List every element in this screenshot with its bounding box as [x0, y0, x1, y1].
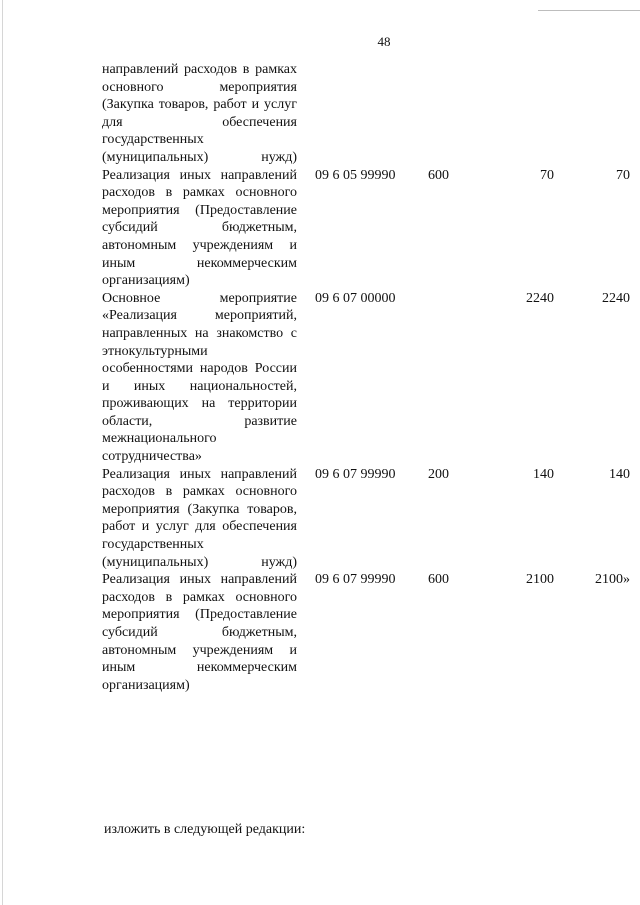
row-expense-type: 600: [428, 167, 449, 183]
row-target-code: 09 6 07 99990: [315, 572, 396, 588]
row-sum-2: [554, 61, 630, 167]
row-target-code: [315, 61, 428, 167]
row-sum-1: 70: [540, 167, 554, 183]
row-target-code: 09 6 05 99990: [315, 167, 396, 183]
budget-table-body: [102, 61, 630, 694]
row-sum-2: 140: [609, 466, 630, 482]
row-expense-type: [428, 290, 490, 466]
row-name: Реализация иных направлений расходов в рамках основного мероприятия (Предоставление субсидий бюджетным, автономным учреждениям и иным некоммерческим организациям): [102, 167, 297, 289]
row-expense-type: [428, 61, 490, 167]
row-expense-type: 200: [428, 466, 449, 482]
page-number: 48: [377, 34, 391, 49]
row-name: Основное мероприятие «Реализация мероприятий, направленных на знакомство с этнокультурными особенностями народов России и иных национальностей, проживающих на территории области, развитие межнационального сотрудничества»: [102, 290, 297, 465]
scan-edge-left: [2, 0, 3, 905]
row-name: направлений расходов в рамках основного мероприятия (Закупка товаров, работ и услуг для обеспечения государственных (муниципальных) нужд): [102, 62, 297, 165]
budget-table: [102, 61, 630, 694]
row-sum-1: 2240: [526, 290, 554, 306]
row-name: Реализация иных направлений расходов в рамках основного мероприятия (Предоставление субсидий бюджетным, автономным учреждениям и иным некоммерческим организациям): [102, 572, 297, 693]
row-target-code: 09 6 07 99990: [315, 466, 396, 482]
row-expense-type: 600: [428, 572, 449, 588]
row-sum-1: [490, 61, 554, 167]
row-name: Реализация иных направлений расходов в рамках основного мероприятия (Закупка товаров, работ и услуг для обеспечения государственных (муниципальных) нужд): [102, 466, 297, 570]
table-row: [102, 167, 630, 290]
scan-edge-top: [538, 10, 640, 11]
table-row: [102, 466, 630, 572]
footer-instruction: изложить в следующей редакции:: [104, 822, 306, 837]
row-sum-2: 2240: [602, 290, 630, 306]
row-target-code: 09 6 07 00000: [315, 290, 396, 306]
row-sum-1: 2100: [526, 572, 554, 588]
row-sum-2: 70: [616, 167, 630, 183]
row-sum-2: 2100»: [595, 572, 630, 588]
table-row: [102, 290, 630, 466]
table-row: [102, 61, 630, 167]
row-sum-1: 140: [533, 466, 554, 482]
table-row: [102, 571, 630, 694]
